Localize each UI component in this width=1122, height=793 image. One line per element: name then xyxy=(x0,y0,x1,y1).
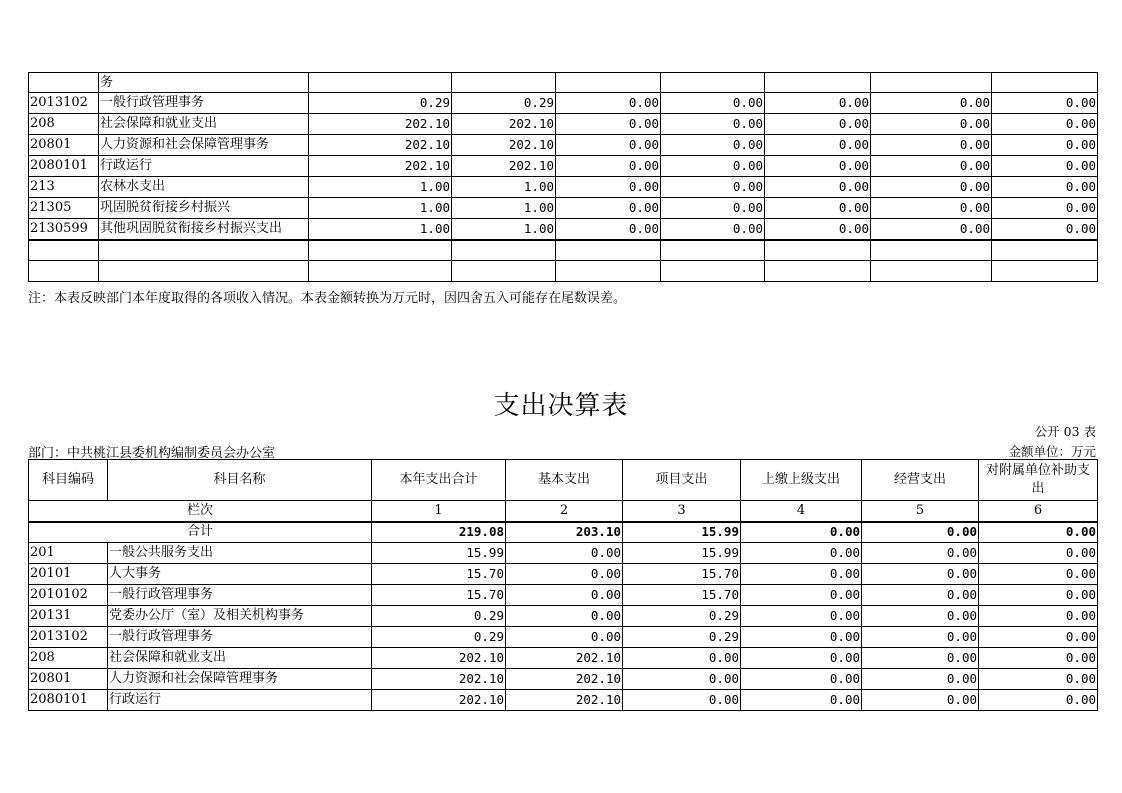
total-value: 0.00 xyxy=(862,522,979,543)
cell-amount: 0.00 xyxy=(992,198,1098,219)
cell-code: 2013102 xyxy=(29,93,99,114)
header-cell: 基本支出 xyxy=(506,460,623,501)
cell-amount: 1.00 xyxy=(452,219,556,240)
column-number: 6 xyxy=(979,501,1098,522)
cell-amount: 0.00 xyxy=(661,156,765,177)
cell-amount: 0.00 xyxy=(871,135,992,156)
cell-code: 208 xyxy=(29,114,99,135)
table-row xyxy=(29,648,1098,669)
cell-amount: 1.00 xyxy=(309,198,452,219)
cell-code xyxy=(29,261,99,282)
cell-amount: 0.29 xyxy=(372,627,506,648)
cell-amount: 202.10 xyxy=(372,690,506,711)
table-row xyxy=(29,114,1098,135)
total-value: 0.00 xyxy=(741,522,862,543)
cell-amount: 15.99 xyxy=(623,543,741,564)
cell-name: 一般行政管理事务 xyxy=(108,585,372,606)
table-row xyxy=(29,606,1098,627)
header-cell: 科目名称 xyxy=(108,460,372,501)
cell-amount: 0.00 xyxy=(979,627,1098,648)
cell-code: 20801 xyxy=(29,135,99,156)
cell-amount: 0.00 xyxy=(765,93,871,114)
cell-amount: 1.00 xyxy=(452,177,556,198)
cell-name: 党委办公厅（室）及相关机构事务 xyxy=(108,606,372,627)
column-number: 5 xyxy=(862,501,979,522)
cell-amount: 0.00 xyxy=(871,93,992,114)
cell-amount: 0.00 xyxy=(862,669,979,690)
table-row xyxy=(29,73,1098,93)
total-value: 15.99 xyxy=(623,522,741,543)
cell-amount: 0.00 xyxy=(506,564,623,585)
cell-amount: 0.00 xyxy=(862,648,979,669)
cell-amount: 0.00 xyxy=(862,627,979,648)
cell-amount: 0.00 xyxy=(871,177,992,198)
cell-name: 社会保障和就业支出 xyxy=(108,648,372,669)
cell-amount: 202.10 xyxy=(506,669,623,690)
cell-amount: 202.10 xyxy=(309,156,452,177)
amount-unit-label: 金额单位：万元 xyxy=(1008,444,1096,459)
table-row xyxy=(29,690,1098,711)
cell-amount xyxy=(452,261,556,282)
cell-amount: 0.00 xyxy=(556,114,661,135)
table-row xyxy=(29,543,1098,564)
cell-name: 行政运行 xyxy=(108,690,372,711)
table-row xyxy=(29,93,1098,114)
cell-amount: 0.00 xyxy=(979,585,1098,606)
total-label: 合计 xyxy=(29,522,372,543)
cell-amount: 0.00 xyxy=(623,690,741,711)
cell-name: 行政运行 xyxy=(99,156,309,177)
cell-amount xyxy=(661,261,765,282)
cell-amount: 0.00 xyxy=(765,114,871,135)
column-number: 1 xyxy=(372,501,506,522)
total-value: 203.10 xyxy=(506,522,623,543)
table-row xyxy=(29,177,1098,198)
cell-name: 人大事务 xyxy=(108,564,372,585)
cell-amount: 0.00 xyxy=(992,93,1098,114)
total-row xyxy=(29,522,1098,543)
cell-amount xyxy=(309,261,452,282)
table-row xyxy=(29,564,1098,585)
table-number: 公开 03 表 xyxy=(1034,424,1096,439)
cell-amount: 0.00 xyxy=(992,219,1098,240)
header-row xyxy=(29,460,1098,501)
cell-amount: 0.00 xyxy=(862,606,979,627)
cell-amount: 0.00 xyxy=(506,585,623,606)
cell-amount: 0.00 xyxy=(992,156,1098,177)
header-cell: 对附属单位补助支出 xyxy=(979,460,1098,501)
table-note: 注：本表反映部门本年度取得的各项收入情况。本表金额转换为万元时，因四舍五入可能存在尾数误差。 xyxy=(28,291,627,306)
cell-code: 2130599 xyxy=(29,219,99,240)
cell-name: 社会保障和就业支出 xyxy=(99,114,309,135)
header-cell: 上缴上级支出 xyxy=(741,460,862,501)
cell-amount: 15.70 xyxy=(372,585,506,606)
table-row xyxy=(29,585,1098,606)
cell-amount: 15.99 xyxy=(372,543,506,564)
cell-code: 20801 xyxy=(29,669,108,690)
cell-code xyxy=(29,73,99,93)
cell-amount xyxy=(556,240,661,261)
cell-name: 农林水支出 xyxy=(99,177,309,198)
column-number: 2 xyxy=(506,501,623,522)
cell-amount xyxy=(992,261,1098,282)
cell-amount: 0.00 xyxy=(661,198,765,219)
cell-amount: 0.00 xyxy=(661,219,765,240)
cell-amount xyxy=(556,261,661,282)
cell-amount: 0.00 xyxy=(992,114,1098,135)
header-cell: 本年支出合计 xyxy=(372,460,506,501)
cell-amount: 0.00 xyxy=(556,219,661,240)
cell-amount: 0.00 xyxy=(741,543,862,564)
cell-amount: 0.00 xyxy=(556,135,661,156)
cell-amount: 0.29 xyxy=(452,93,556,114)
cell-amount xyxy=(765,240,871,261)
cell-amount: 202.10 xyxy=(452,114,556,135)
table-row xyxy=(29,219,1098,240)
cell-amount: 0.00 xyxy=(871,156,992,177)
cell-name xyxy=(99,240,309,261)
table-row xyxy=(29,156,1098,177)
cell-code: 2080101 xyxy=(29,156,99,177)
cell-amount: 0.00 xyxy=(992,177,1098,198)
table-row xyxy=(29,198,1098,219)
income-table-continued xyxy=(28,72,1098,282)
cell-amount: 0.00 xyxy=(623,648,741,669)
column-number: 3 xyxy=(623,501,741,522)
cell-amount: 0.00 xyxy=(623,669,741,690)
cell-amount: 0.29 xyxy=(623,606,741,627)
cell-amount: 0.00 xyxy=(661,93,765,114)
cell-amount: 0.00 xyxy=(979,648,1098,669)
cell-amount xyxy=(452,240,556,261)
cell-amount xyxy=(309,240,452,261)
cell-amount: 0.00 xyxy=(741,585,862,606)
cell-name: 巩固脱贫衔接乡村振兴 xyxy=(99,198,309,219)
expenditure-table xyxy=(28,459,1098,711)
cell-amount: 1.00 xyxy=(309,219,452,240)
cell-amount: 15.70 xyxy=(372,564,506,585)
cell-amount: 0.00 xyxy=(992,135,1098,156)
header-cell: 科目编码 xyxy=(29,460,108,501)
cell-amount: 0.00 xyxy=(661,114,765,135)
cell-amount: 0.00 xyxy=(979,606,1098,627)
page-title: 支出决算表 xyxy=(493,391,629,421)
cell-code: 2080101 xyxy=(29,690,108,711)
column-label: 栏次 xyxy=(29,501,372,522)
cell-code xyxy=(29,240,99,261)
table-row xyxy=(29,261,1098,282)
cell-name: 一般行政管理事务 xyxy=(99,93,309,114)
cell-amount: 202.10 xyxy=(506,690,623,711)
cell-amount: 0.00 xyxy=(862,690,979,711)
cell-amount: 202.10 xyxy=(309,135,452,156)
cell-amount: 0.00 xyxy=(871,198,992,219)
cell-amount: 0.00 xyxy=(765,135,871,156)
department-label: 部门：中共桃江县委机构编制委员会办公室 xyxy=(28,446,276,461)
cell-code: 2010102 xyxy=(29,585,108,606)
cell-amount: 1.00 xyxy=(309,177,452,198)
cell-amount: 0.00 xyxy=(871,219,992,240)
cell-amount xyxy=(661,240,765,261)
cell-amount: 0.00 xyxy=(741,648,862,669)
cell-amount: 0.29 xyxy=(309,93,452,114)
total-value: 219.08 xyxy=(372,522,506,543)
total-value: 0.00 xyxy=(979,522,1098,543)
cell-amount: 0.00 xyxy=(741,564,862,585)
cell-amount: 0.00 xyxy=(862,564,979,585)
cell-amount: 0.00 xyxy=(506,543,623,564)
cell-amount xyxy=(992,240,1098,261)
cell-amount xyxy=(871,240,992,261)
cell-amount: 0.00 xyxy=(765,156,871,177)
table-row xyxy=(29,627,1098,648)
cell-amount: 0.29 xyxy=(372,606,506,627)
cell-amount: 0.00 xyxy=(765,219,871,240)
column-number-row xyxy=(29,501,1098,522)
cell-amount: 202.10 xyxy=(372,669,506,690)
cell-amount: 0.00 xyxy=(979,690,1098,711)
cell-amount: 0.00 xyxy=(765,177,871,198)
cell-amount: 0.00 xyxy=(556,156,661,177)
cell-name: 一般行政管理事务 xyxy=(108,627,372,648)
cell-amount: 202.10 xyxy=(309,114,452,135)
cell-amount: 202.10 xyxy=(452,135,556,156)
cell-name: 人力资源和社会保障管理事务 xyxy=(99,135,309,156)
cell-amount: 0.00 xyxy=(506,627,623,648)
cell-amount: 202.10 xyxy=(452,156,556,177)
cell-amount xyxy=(871,261,992,282)
cell-amount: 0.00 xyxy=(741,606,862,627)
cell-amount: 0.00 xyxy=(979,564,1098,585)
cell-code: 213 xyxy=(29,177,99,198)
table-row xyxy=(29,669,1098,690)
cell-amount: 1.00 xyxy=(452,198,556,219)
column-number: 4 xyxy=(741,501,862,522)
cell-code: 20101 xyxy=(29,564,108,585)
cell-amount: 0.00 xyxy=(556,93,661,114)
table-row xyxy=(29,135,1098,156)
cell-code: 201 xyxy=(29,543,108,564)
cell-name: 务 xyxy=(99,73,309,93)
cell-code: 2013102 xyxy=(29,627,108,648)
cell-amount: 0.29 xyxy=(623,627,741,648)
cell-amount: 0.00 xyxy=(661,135,765,156)
cell-code: 208 xyxy=(29,648,108,669)
cell-amount: 0.00 xyxy=(741,669,862,690)
cell-amount: 0.00 xyxy=(871,114,992,135)
cell-amount: 0.00 xyxy=(741,627,862,648)
table-row xyxy=(29,240,1098,261)
cell-code: 21305 xyxy=(29,198,99,219)
cell-amount: 0.00 xyxy=(556,177,661,198)
cell-amount: 0.00 xyxy=(979,669,1098,690)
cell-amount: 202.10 xyxy=(506,648,623,669)
cell-name: 其他巩固脱贫衔接乡村振兴支出 xyxy=(99,219,309,240)
cell-amount: 202.10 xyxy=(372,648,506,669)
cell-amount: 0.00 xyxy=(979,543,1098,564)
header-cell: 项目支出 xyxy=(623,460,741,501)
cell-amount: 0.00 xyxy=(862,585,979,606)
header-cell: 经营支出 xyxy=(862,460,979,501)
cell-amount: 15.70 xyxy=(623,585,741,606)
cell-amount: 15.70 xyxy=(623,564,741,585)
cell-amount: 0.00 xyxy=(661,177,765,198)
cell-code: 20131 xyxy=(29,606,108,627)
cell-amount: 0.00 xyxy=(862,543,979,564)
cell-name: 一般公共服务支出 xyxy=(108,543,372,564)
cell-amount: 0.00 xyxy=(765,198,871,219)
cell-name: 人力资源和社会保障管理事务 xyxy=(108,669,372,690)
cell-amount: 0.00 xyxy=(556,198,661,219)
cell-amount xyxy=(765,261,871,282)
cell-amount: 0.00 xyxy=(741,690,862,711)
cell-amount: 0.00 xyxy=(506,606,623,627)
cell-name xyxy=(99,261,309,282)
